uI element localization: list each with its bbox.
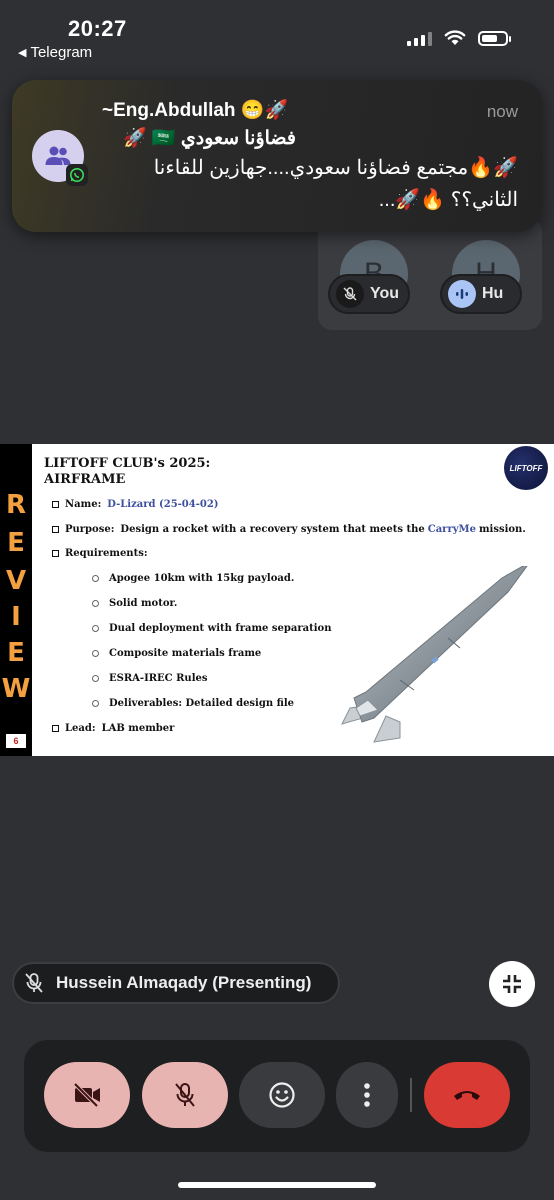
- participant-pill-you[interactable]: [328, 274, 410, 314]
- requirement-item: Apogee 10km with 15kg payload.: [92, 573, 294, 584]
- ring-bullet-icon: [92, 650, 99, 657]
- slide-title-line1: LIFTOFF CLUB's 2025:: [44, 456, 211, 471]
- group-icon: [44, 145, 72, 167]
- back-to-app-button[interactable]: [18, 44, 92, 61]
- review-letter: E: [7, 638, 25, 668]
- mic-off-icon: [336, 280, 364, 308]
- notification-body: 🚀🔥مجتمع فضاؤنا سعودي....جهازين للقاءنا الثاني؟؟ 🔥🚀...: [153, 157, 518, 211]
- presenter-name: Hussein Almaqady (Presenting): [56, 973, 312, 992]
- controls-divider: [410, 1078, 412, 1112]
- participant-label: Hu: [482, 285, 504, 302]
- speaking-indicator-icon: [448, 280, 476, 308]
- slide-bullet-name: Name: D-Lizard (25-04-02): [52, 499, 219, 510]
- collapse-icon: [501, 973, 523, 995]
- review-sidebar: [0, 444, 32, 756]
- bullet-box-icon: [52, 725, 59, 732]
- ring-bullet-icon: [92, 675, 99, 682]
- bullet-box-icon: [52, 526, 59, 533]
- back-arrow-icon: ◀: [18, 47, 27, 59]
- camera-off-icon: [72, 1082, 102, 1108]
- slide-title-line2: AIRFRAME: [44, 472, 126, 487]
- participants-panel[interactable]: [318, 218, 542, 330]
- slide-page-number: 6: [6, 734, 26, 748]
- more-options-button[interactable]: [336, 1062, 398, 1128]
- ring-bullet-icon: [92, 600, 99, 607]
- hang-up-icon: [452, 1087, 482, 1103]
- camera-toggle-button[interactable]: [44, 1062, 130, 1128]
- back-app-label: Telegram: [30, 44, 93, 61]
- review-letter: V: [5, 566, 27, 596]
- slide-bullet-requirements: Requirements:: [52, 548, 148, 559]
- end-call-button[interactable]: [424, 1062, 510, 1128]
- smiley-icon: [268, 1081, 296, 1109]
- slide-title: [44, 456, 210, 488]
- call-controls-bar: [24, 1040, 530, 1152]
- bullet-box-icon: [52, 550, 59, 557]
- requirement-item: ESRA-IREC Rules: [92, 673, 208, 684]
- ring-bullet-icon: [92, 700, 99, 707]
- participant-label: You: [370, 285, 400, 302]
- review-letter: R: [5, 490, 27, 520]
- slide-bullet-purpose: Purpose: Design a rocket with a recovery system that meets the CarryMe mission.: [52, 524, 526, 535]
- mic-off-icon: [22, 971, 46, 995]
- status-time: 20:27: [68, 16, 127, 41]
- notification-sender: ~Eng.Abdullah 😁🚀: [102, 100, 289, 121]
- reactions-button[interactable]: [239, 1062, 325, 1128]
- status-icons: [407, 30, 508, 46]
- wifi-icon: [444, 30, 466, 46]
- minimize-screen-button[interactable]: [489, 961, 535, 1007]
- shared-screen-slide: [0, 444, 554, 756]
- cellular-signal-icon: [407, 30, 432, 46]
- battery-icon: [478, 31, 508, 46]
- whatsapp-notification[interactable]: [12, 80, 542, 232]
- notification-title: فضاؤنا سعودي 🇸🇦 🚀: [122, 128, 296, 149]
- ring-bullet-icon: [92, 575, 99, 582]
- ring-bullet-icon: [92, 625, 99, 632]
- whatsapp-icon: [66, 164, 88, 186]
- notification-time: now: [486, 102, 518, 121]
- rocket-model-image: [340, 566, 540, 746]
- home-indicator[interactable]: [178, 1182, 376, 1188]
- review-letter: W: [1, 674, 31, 704]
- slide-bullet-lead: Lead: LAB member: [52, 723, 174, 734]
- presenter-label: [12, 962, 340, 1004]
- review-letter: I: [11, 602, 21, 632]
- mic-off-icon: [172, 1081, 198, 1109]
- requirement-item: Solid motor.: [92, 598, 177, 609]
- liftoff-logo: LIFTOFF: [504, 446, 548, 490]
- microphone-toggle-button[interactable]: [142, 1062, 228, 1128]
- requirement-item: Deliverables: Detailed design file: [92, 698, 294, 709]
- requirement-item: Composite materials frame: [92, 648, 261, 659]
- participant-pill-hu[interactable]: [440, 274, 522, 314]
- review-letter: E: [7, 528, 25, 558]
- battery-fill: [482, 35, 497, 42]
- bullet-box-icon: [52, 501, 59, 508]
- requirement-item: Dual deployment with frame separation: [92, 623, 331, 634]
- more-vertical-icon: [363, 1082, 371, 1108]
